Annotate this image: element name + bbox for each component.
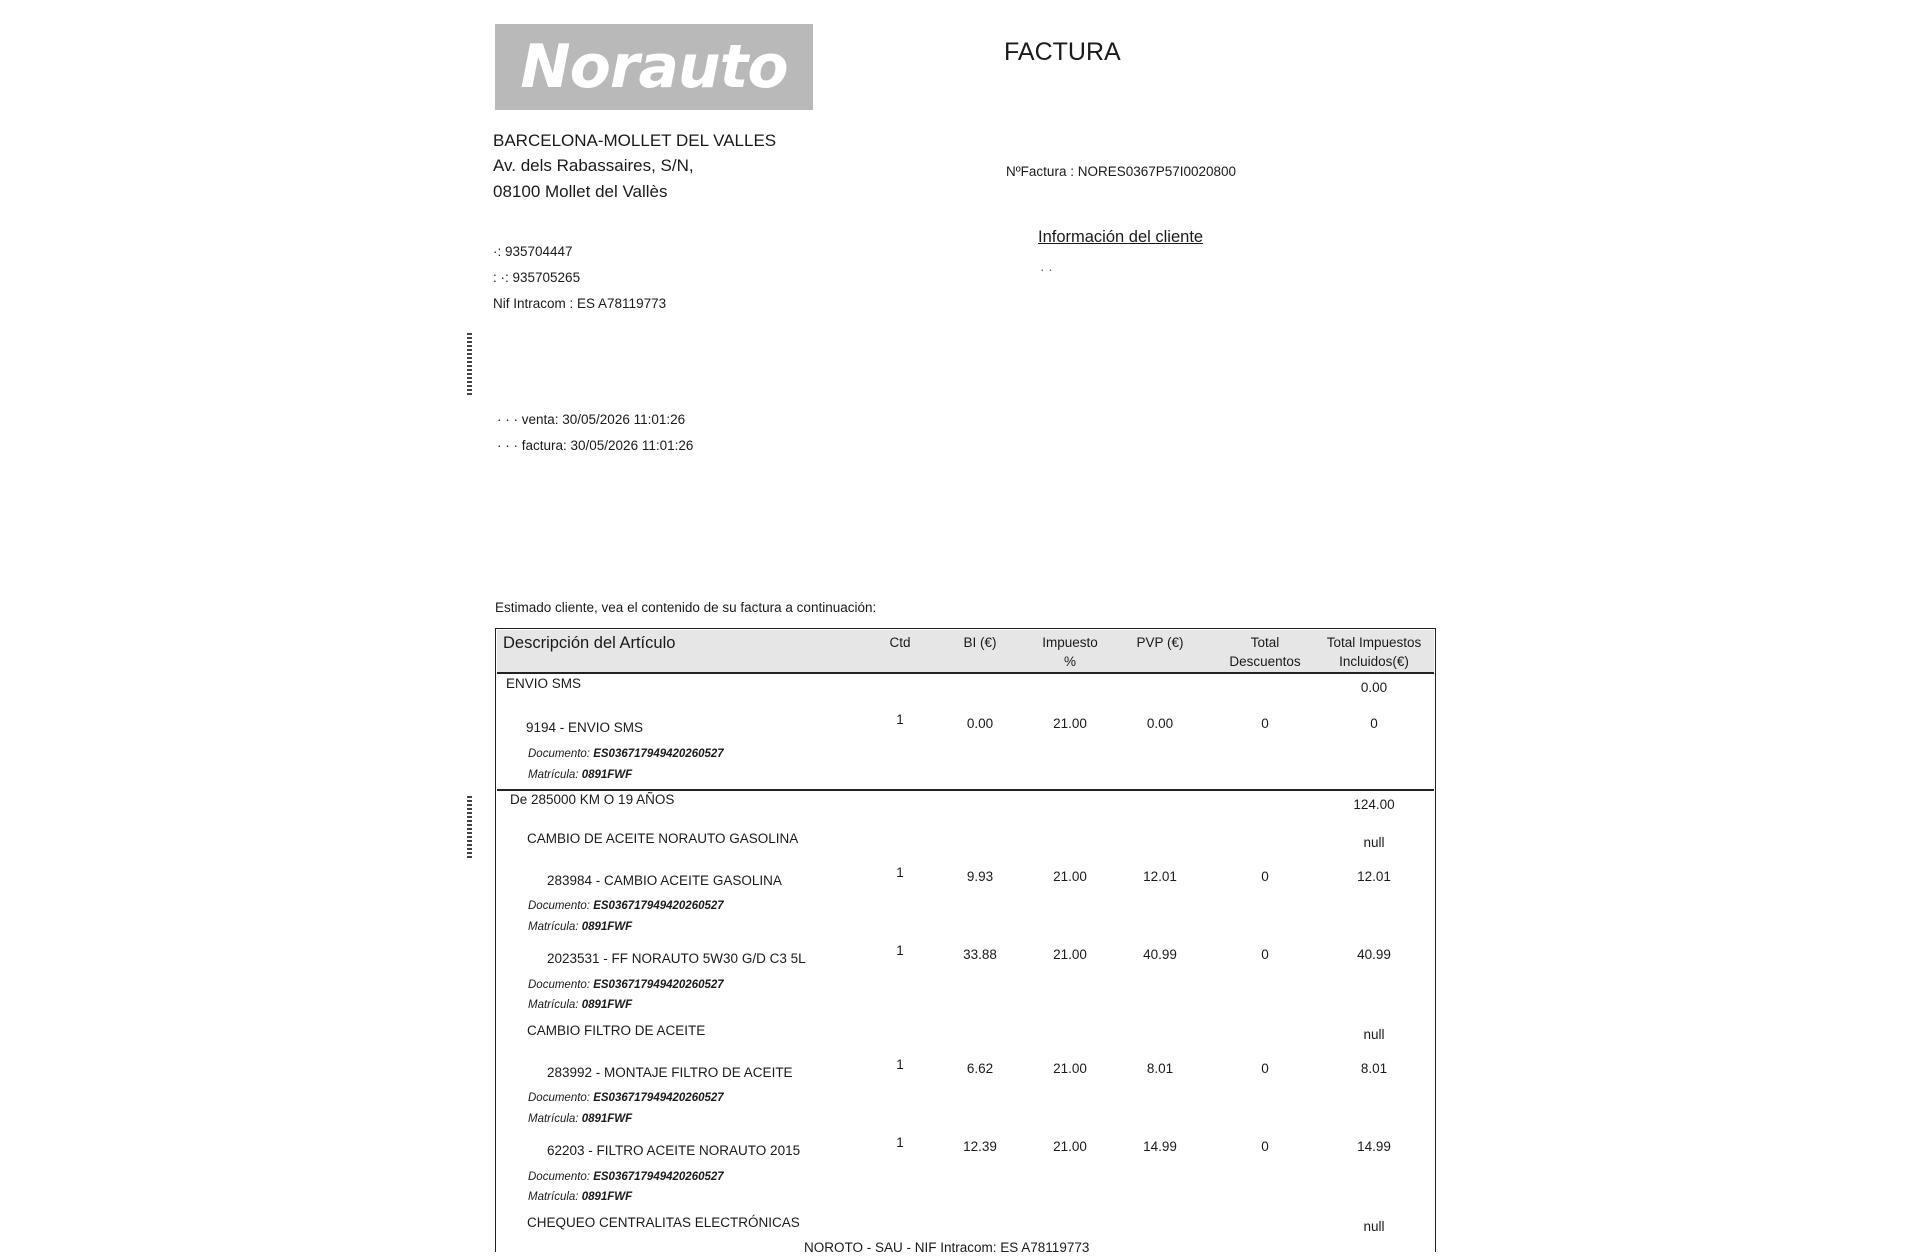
group-divider — [497, 789, 1434, 791]
item-pvp: 40.99 — [1143, 947, 1177, 962]
item-tax: 21.00 — [1053, 1061, 1087, 1076]
store-name: BARCELONA-MOLLET DEL VALLES — [493, 131, 777, 150]
group-label: ENVIO SMS — [506, 676, 582, 691]
plate-label: Matrícula: — [528, 1113, 579, 1125]
invoice-date: · · · factura: 30/05/2026 11:01:26 — [497, 438, 694, 453]
subgroup-label: CAMBIO FILTRO DE ACEITE — [527, 1023, 706, 1038]
item-bi: 33.88 — [963, 947, 997, 962]
document-value: ES036717949420260527 — [593, 1171, 724, 1183]
document-value: ES036717949420260527 — [593, 979, 724, 991]
header-pvp: PVP (€) — [1136, 635, 1184, 650]
item-pvp: 14.99 — [1143, 1139, 1177, 1154]
plate-label: Matrícula: — [528, 921, 579, 933]
item-tax: 21.00 — [1053, 869, 1087, 884]
store-nif: Nif Intracom : ES A78119773 — [493, 296, 667, 311]
item-document — [528, 979, 724, 991]
header-total — [1315, 633, 1433, 671]
item-pvp: 0.00 — [1146, 716, 1174, 731]
item-tax: 21.00 — [1053, 1139, 1087, 1154]
document-label: Documento: — [528, 1092, 591, 1104]
header-description: Descripción del Artículo — [503, 634, 676, 652]
item-description: 9194 - ENVIO SMS — [526, 720, 644, 735]
scan-artifact — [467, 333, 472, 395]
item-plate — [528, 1191, 632, 1203]
plate-value: 0891FWF — [581, 999, 633, 1011]
item-discount: 0 — [1261, 947, 1269, 962]
header-total-line1: Total Impuestos — [1326, 635, 1422, 650]
item-bi: 12.39 — [963, 1139, 997, 1154]
document-value: ES036717949420260527 — [593, 748, 724, 760]
header-total-line2: Incluidos(€) — [1339, 654, 1409, 669]
item-qty: 1 — [896, 865, 904, 880]
item-bi: 6.62 — [966, 1061, 994, 1076]
header-discounts — [1220, 633, 1310, 671]
plate-value: 0891FWF — [581, 1113, 633, 1125]
subgroup-total: null — [1363, 1219, 1385, 1234]
item-total: 8.01 — [1360, 1061, 1388, 1076]
header-tax-line1: Impuesto — [1042, 635, 1098, 650]
store-fax: : ·: 935705265 — [493, 270, 581, 285]
header-discounts-line2: Descuentos — [1229, 654, 1301, 669]
item-total: 12.01 — [1357, 869, 1391, 884]
plate-value: 0891FWF — [581, 921, 633, 933]
document-label: Documento: — [528, 748, 591, 760]
subgroup-label: CAMBIO DE ACEITE NORAUTO GASOLINA — [527, 831, 799, 846]
group-total: 0.00 — [1360, 680, 1388, 695]
item-description: 2023531 - FF NORAUTO 5W30 G/D C3 5L — [547, 951, 806, 966]
item-qty: 1 — [896, 1135, 904, 1150]
subgroup-total: null — [1363, 835, 1385, 850]
item-description: 62203 - FILTRO ACEITE NORAUTO 2015 — [547, 1143, 801, 1158]
subgroup-label: CHEQUEO CENTRALITAS ELECTRÓNICAS — [527, 1215, 800, 1230]
document-label: Documento: — [528, 1171, 591, 1183]
sale-date: · · · venta: 30/05/2026 11:01:26 — [497, 412, 686, 427]
group-total: 124.00 — [1353, 797, 1395, 812]
item-description: 283992 - MONTAJE FILTRO DE ACEITE — [547, 1065, 793, 1080]
item-plate — [528, 1113, 632, 1125]
document-value: ES036717949420260527 — [593, 1092, 724, 1104]
footer-text: NOROTO - SAU - NIF Intracom: ES A78119773 — [800, 1240, 1093, 1255]
item-total: 0 — [1370, 716, 1378, 731]
store-address-1: Av. dels Rabassaires, S/N, — [493, 156, 694, 175]
header-discounts-line1: Total — [1250, 635, 1280, 650]
scan-artifact — [467, 796, 472, 858]
plate-value: 0891FWF — [581, 769, 633, 781]
item-bi: 9.93 — [966, 869, 994, 884]
client-info-title: Información del cliente — [1038, 228, 1204, 246]
intro-text: Estimado cliente, vea el contenido de su factura a continuación: — [495, 600, 877, 615]
document-label: Documento: — [528, 979, 591, 991]
item-plate — [528, 921, 632, 933]
item-document — [528, 900, 724, 912]
item-document — [528, 748, 724, 760]
plate-label: Matrícula: — [528, 769, 579, 781]
norauto-logo — [495, 24, 813, 110]
subgroup-total: null — [1363, 1027, 1385, 1042]
plate-label: Matrícula: — [528, 999, 579, 1011]
item-tax: 21.00 — [1053, 947, 1087, 962]
item-total: 40.99 — [1357, 947, 1391, 962]
document-value: ES036717949420260527 — [593, 900, 724, 912]
item-bi: 0.00 — [966, 716, 994, 731]
item-discount: 0 — [1261, 716, 1269, 731]
header-qty: Ctd — [889, 635, 911, 650]
item-plate — [528, 769, 632, 781]
item-qty: 1 — [896, 1057, 904, 1072]
invoice-number: NºFactura : NORES0367P57I0020800 — [1006, 164, 1237, 179]
item-discount: 0 — [1261, 1061, 1269, 1076]
header-tax — [1030, 633, 1110, 671]
item-document — [528, 1171, 724, 1183]
header-divider — [497, 672, 1434, 674]
page-title: FACTURA — [1004, 38, 1121, 66]
item-total: 14.99 — [1357, 1139, 1391, 1154]
store-address-2: 08100 Mollet del Vallès — [493, 182, 668, 201]
client-info-value: · · — [1040, 262, 1053, 277]
logo-text: Norauto — [520, 32, 788, 102]
item-pvp: 12.01 — [1143, 869, 1177, 884]
header-tax-line2: % — [1063, 654, 1076, 669]
header-bi: BI (€) — [963, 635, 997, 650]
item-tax: 21.00 — [1053, 716, 1087, 731]
item-pvp: 8.01 — [1146, 1061, 1174, 1076]
plate-value: 0891FWF — [581, 1191, 633, 1203]
item-qty: 1 — [896, 712, 904, 727]
item-description: 283984 - CAMBIO ACEITE GASOLINA — [547, 873, 782, 888]
document-label: Documento: — [528, 900, 591, 912]
item-discount: 0 — [1261, 869, 1269, 884]
item-discount: 0 — [1261, 1139, 1269, 1154]
item-document — [528, 1092, 724, 1104]
item-plate — [528, 999, 632, 1011]
item-qty: 1 — [896, 943, 904, 958]
group-label: De 285000 KM O 19 AÑOS — [510, 792, 675, 807]
plate-label: Matrícula: — [528, 1191, 579, 1203]
store-phone: ·: 935704447 — [493, 244, 573, 259]
